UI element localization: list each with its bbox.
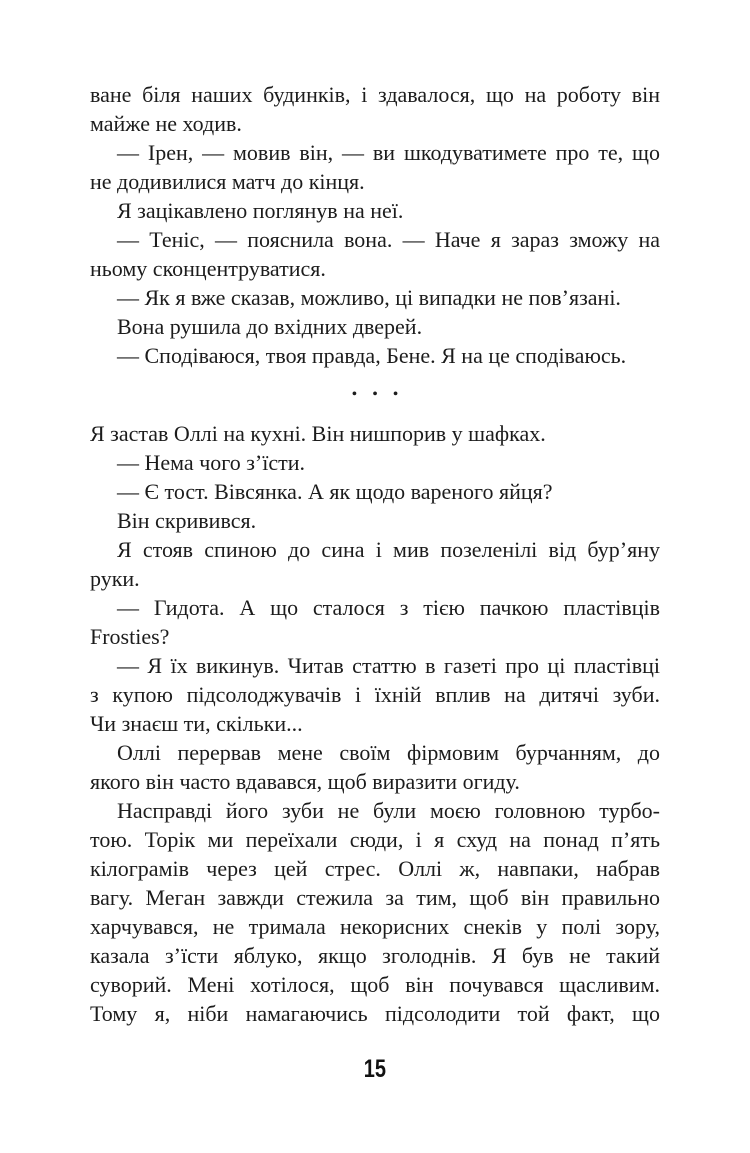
- text-line: Я зацікавлено поглянув на неї.: [117, 198, 404, 223]
- text-line: тою. Торік ми переїхали сюди, і я схуд на понад п’ять: [90, 827, 660, 852]
- paragraph: [90, 738, 660, 796]
- text-line: — Як я вже сказав, можливо, ці випадки не пов’язані.: [117, 285, 621, 310]
- scene-break-separator: • • •: [351, 385, 399, 403]
- text-line: Оллі перервав мене своїм фірмовим бурчанням, до: [117, 740, 660, 765]
- text-line: — Гидота. А що сталося з тією пачкою пластівців: [117, 595, 660, 620]
- text-line: суворий. Мені хотілося, щоб він почувався щасливим.: [90, 972, 660, 997]
- paragraph: [90, 535, 660, 593]
- text-line: Чи знаєш ти, скільки...: [90, 711, 303, 736]
- text-line: — Ірен, — мовив він, — ви шкодуватимете про те, що: [117, 140, 660, 165]
- text-line: якого він часто вдавався, щоб виразити огиду.: [90, 769, 520, 794]
- paragraph: [90, 196, 660, 225]
- text-line: Насправді його зуби не були моєю головною турбо-: [117, 798, 660, 823]
- text-line: з купою підсолоджувачів і їхній вплив на дитячі зуби.: [90, 682, 660, 707]
- text-line: не додивилися матч до кінця.: [90, 169, 365, 194]
- paragraph: [90, 593, 660, 651]
- text-line: Вона рушила до вхідних дверей.: [117, 314, 423, 339]
- text-line: Я застав Оллі на кухні. Він нишпорив у шафках.: [90, 421, 546, 446]
- paragraph: [90, 448, 660, 477]
- paragraph: [90, 225, 660, 283]
- text-line: кілограмів через цей стрес. Оллі ж, навпаки, набрав: [90, 856, 660, 881]
- text-line: Він скривився.: [117, 508, 257, 533]
- paragraph: [90, 138, 660, 196]
- text-line: руки.: [90, 566, 140, 591]
- text-line: казала з’їсти яблуко, якщо зголоднів. Я був не такий: [90, 943, 660, 968]
- paragraph: [90, 283, 660, 312]
- text-line: — Нема чого з’їсти.: [117, 450, 306, 475]
- paragraph: [90, 80, 660, 138]
- text-line: харчувався, не тримала некорисних снеків у полі зору,: [90, 914, 660, 939]
- text-line: Frosties?: [90, 624, 170, 649]
- text-line: ване біля наших будинків, і здавалося, що на роботу він: [90, 82, 660, 107]
- page-number: [0, 1057, 750, 1082]
- paragraph: [90, 419, 660, 448]
- text-line: — Теніс, — пояснила вона. — Наче я зараз зможу на: [117, 227, 660, 252]
- text-line: ньому сконцентруватися.: [90, 256, 326, 281]
- text-line: Тому я, ніби намагаючись підсолодити той факт, що: [90, 1001, 660, 1026]
- text-line: Я стояв спиною до сина і мив позеленілі від бур’яну: [117, 537, 660, 562]
- text-block: [90, 80, 660, 1028]
- paragraph: [90, 651, 660, 738]
- page-number-value: 15: [363, 1055, 387, 1083]
- paragraph: [90, 312, 660, 341]
- paragraph: [90, 341, 660, 370]
- text-line: вагу. Меган завжди стежила за тим, щоб він правильно: [90, 885, 660, 910]
- paragraph: [90, 796, 660, 1028]
- paragraph: [90, 506, 660, 535]
- text-line: — Я їх викинув. Читав статтю в газеті про ці пластівці: [117, 653, 660, 678]
- text-line: — Є тост. Вівсянка. А як щодо вареного яйця?: [117, 479, 553, 504]
- text-line: — Сподіваюся, твоя правда, Бене. Я на це сподіваюсь.: [117, 343, 627, 368]
- text-line: майже не ходив.: [90, 111, 242, 136]
- paragraph: [90, 477, 660, 506]
